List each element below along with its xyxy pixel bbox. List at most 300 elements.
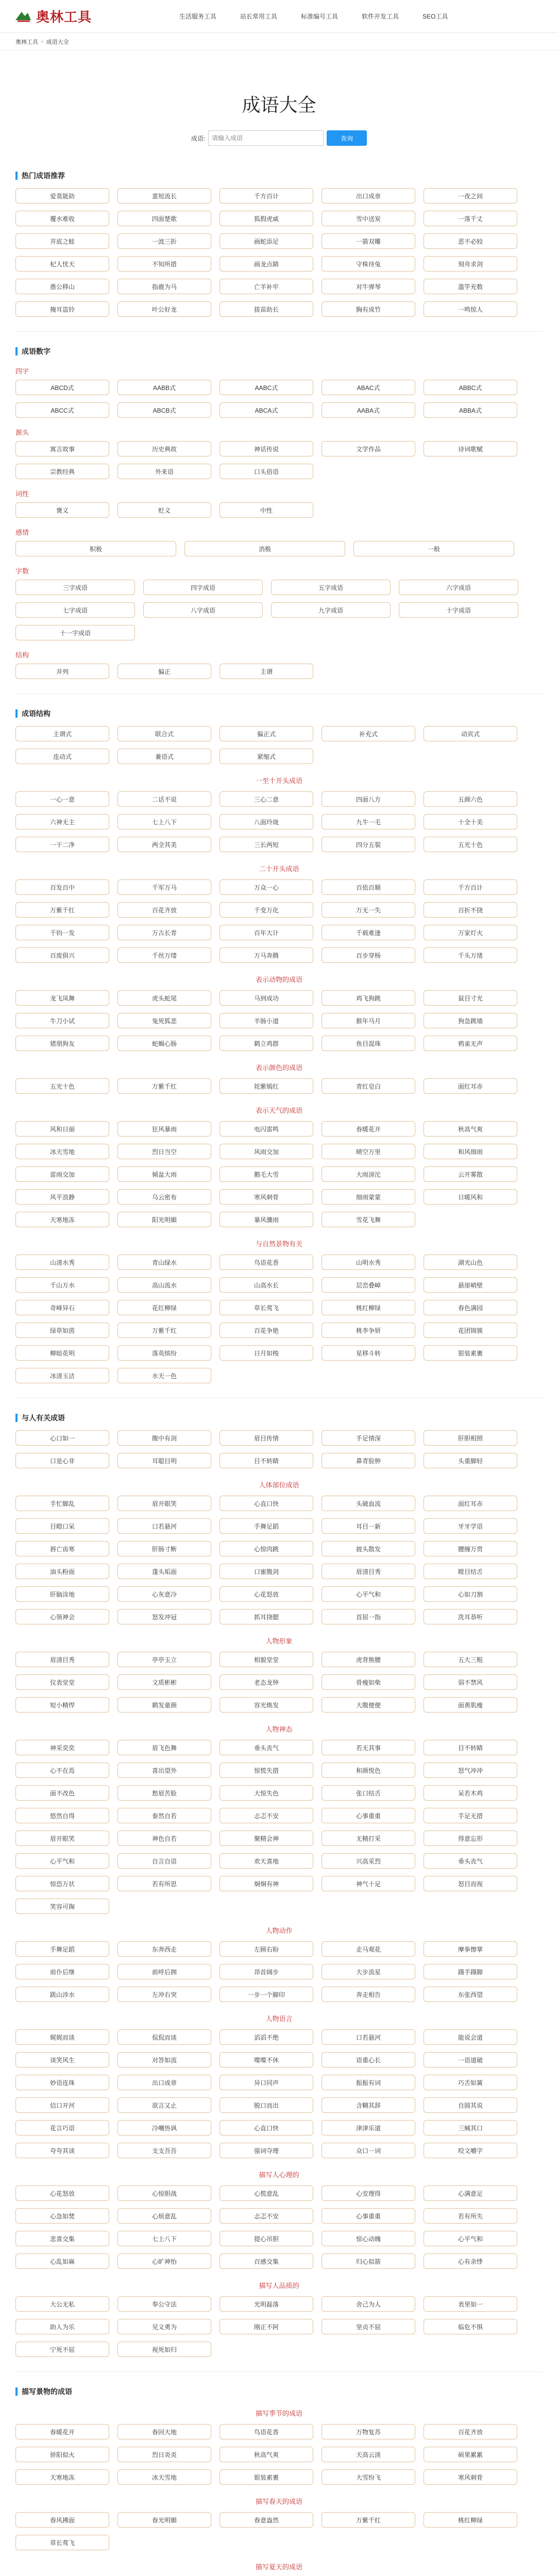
idiom-link[interactable]: 谈笑风生: [15, 2052, 109, 2067]
idiom-link[interactable]: 鸡飞狗跳: [322, 990, 415, 1006]
idiom-link[interactable]: 秋高气爽: [219, 2447, 313, 2462]
idiom-link[interactable]: 悠然自得: [15, 1808, 109, 1823]
idiom-link[interactable]: 大公无私: [15, 2296, 109, 2312]
idiom-link[interactable]: 面不改色: [15, 1785, 109, 1801]
idiom-link[interactable]: 面红耳赤: [424, 1496, 517, 1511]
idiom-link[interactable]: 兴高采烈: [322, 1853, 415, 1869]
idiom-link[interactable]: 前呼后拥: [117, 1964, 211, 1979]
idiom-link[interactable]: 寓言故事: [15, 441, 109, 456]
idiom-link[interactable]: 心安理得: [322, 2185, 415, 2201]
idiom-link[interactable]: 云开雾散: [424, 1166, 517, 1182]
idiom-link[interactable]: 猪朋狗友: [15, 1036, 109, 1051]
idiom-link[interactable]: 摩拳擦掌: [424, 1941, 517, 1957]
idiom-link[interactable]: 一步一个脚印: [219, 1987, 313, 2002]
idiom-link[interactable]: ABCD式: [15, 380, 109, 395]
idiom-link[interactable]: 鸟语花香: [219, 2424, 313, 2439]
idiom-link[interactable]: 见义勇为: [117, 2319, 211, 2334]
idiom-link[interactable]: 得意忘形: [424, 1831, 517, 1846]
idiom-link[interactable]: 眉目传情: [219, 1430, 313, 1446]
idiom-link[interactable]: 骄阳似火: [15, 2447, 109, 2462]
idiom-link[interactable]: 消极: [184, 541, 345, 556]
idiom-link[interactable]: 三字成语: [15, 580, 135, 595]
idiom-link[interactable]: 心满意足: [424, 2185, 517, 2201]
idiom-link[interactable]: 泰然自若: [117, 1808, 211, 1823]
idiom-link[interactable]: 脱口而出: [219, 2097, 313, 2113]
nav-webmaster-tools[interactable]: 站长常用工具: [240, 13, 278, 20]
idiom-link[interactable]: 神气十足: [322, 1876, 415, 1891]
idiom-link[interactable]: 万紫千红: [322, 2512, 415, 2528]
idiom-link[interactable]: 手足情深: [322, 1430, 415, 1446]
idiom-link[interactable]: 心有余悸: [424, 2253, 517, 2269]
idiom-link[interactable]: 柳暗花明: [15, 1345, 109, 1361]
idiom-link[interactable]: 晴空万里: [322, 1144, 415, 1159]
idiom-link[interactable]: 走马观花: [322, 1941, 415, 1957]
idiom-link[interactable]: 贬义: [117, 502, 211, 518]
idiom-link[interactable]: 若有所思: [117, 1876, 211, 1891]
idiom-link[interactable]: 姹紫嫣红: [219, 1078, 313, 1094]
idiom-link[interactable]: 百花争艳: [219, 1323, 313, 1338]
idiom-link[interactable]: 蛇蝎心肠: [117, 1036, 211, 1051]
idiom-link[interactable]: 覆水难收: [15, 211, 109, 226]
idiom-link[interactable]: 猴年马月: [322, 1013, 415, 1028]
idiom-link[interactable]: 手忙脚乱: [15, 1496, 109, 1511]
idiom-link[interactable]: 聚精会神: [219, 1831, 313, 1846]
idiom-link[interactable]: 花言巧语: [15, 2120, 109, 2136]
idiom-link[interactable]: 百花齐放: [117, 902, 211, 918]
idiom-link[interactable]: 眉开眼笑: [117, 1496, 211, 1511]
idiom-link[interactable]: 腰缠万贯: [424, 1541, 517, 1556]
idiom-link[interactable]: 水天一色: [117, 1368, 211, 1383]
idiom-link[interactable]: 桃红柳绿: [424, 2512, 517, 2528]
idiom-link[interactable]: 天寒地冻: [15, 2469, 109, 2485]
search-input[interactable]: [208, 130, 324, 146]
idiom-link[interactable]: 狐假虎威: [219, 211, 313, 226]
nav-standard-tools[interactable]: 标准编号工具: [301, 13, 339, 20]
idiom-link[interactable]: 百依百顺: [322, 879, 415, 895]
idiom-link[interactable]: 愁眉苦脸: [117, 1785, 211, 1801]
idiom-link[interactable]: 联合式: [117, 726, 211, 741]
idiom-link[interactable]: 一夜之间: [424, 188, 517, 204]
idiom-link[interactable]: 头破血流: [322, 1496, 415, 1511]
idiom-link[interactable]: 外来语: [117, 464, 211, 479]
idiom-link[interactable]: 主谓式: [15, 726, 109, 741]
idiom-link[interactable]: 视死如归: [117, 2342, 211, 2357]
idiom-link[interactable]: 悬崖峭壁: [424, 1277, 517, 1293]
idiom-link[interactable]: 画龙点睛: [219, 256, 313, 272]
idiom-link[interactable]: 日月如梭: [219, 1345, 313, 1361]
idiom-link[interactable]: 六字成语: [399, 580, 518, 595]
idiom-link[interactable]: 一落千丈: [424, 211, 517, 226]
idiom-link[interactable]: 心领神会: [15, 1609, 109, 1624]
idiom-link[interactable]: 和风细雨: [424, 1144, 517, 1159]
idiom-link[interactable]: 连动式: [15, 749, 109, 764]
idiom-link[interactable]: 五光十色: [424, 837, 517, 852]
idiom-link[interactable]: 神色自若: [117, 1831, 211, 1846]
idiom-link[interactable]: 临危不惧: [424, 2319, 517, 2334]
idiom-link[interactable]: 万古长青: [117, 925, 211, 940]
idiom-link[interactable]: 心直口快: [219, 2120, 313, 2136]
idiom-link[interactable]: 春暖花开: [15, 2424, 109, 2439]
idiom-link[interactable]: 冰天雪地: [15, 1144, 109, 1159]
idiom-link[interactable]: 青红皂白: [322, 1078, 415, 1094]
idiom-link[interactable]: 风平浪静: [15, 1189, 109, 1205]
idiom-link[interactable]: 电闪雷鸣: [219, 1121, 313, 1137]
idiom-link[interactable]: 侃侃而谈: [117, 2029, 211, 2045]
idiom-link[interactable]: 若无其事: [322, 1740, 415, 1755]
idiom-link[interactable]: 文学作品: [322, 441, 415, 456]
idiom-link[interactable]: 心惊胆战: [117, 2185, 211, 2201]
idiom-link[interactable]: 心平气和: [424, 2231, 517, 2246]
idiom-link[interactable]: 五字成语: [271, 580, 391, 595]
idiom-link[interactable]: 唇亡齿寒: [15, 1541, 109, 1556]
idiom-link[interactable]: 腹中有剑: [117, 1430, 211, 1446]
idiom-link[interactable]: 惊心动魄: [322, 2231, 415, 2246]
idiom-link[interactable]: 日暖风和: [424, 1189, 517, 1205]
idiom-link[interactable]: 四分五裂: [322, 837, 415, 852]
idiom-link[interactable]: 雷雨交加: [15, 1166, 109, 1182]
idiom-link[interactable]: 口头俗语: [219, 464, 313, 479]
idiom-link[interactable]: 心乱如麻: [15, 2253, 109, 2269]
idiom-link[interactable]: 三缄其口: [424, 2120, 517, 2136]
idiom-link[interactable]: 振振有词: [322, 2075, 415, 2090]
idiom-link[interactable]: 心平气和: [15, 1853, 109, 1869]
idiom-link[interactable]: 刚正不阿: [219, 2319, 313, 2334]
idiom-link[interactable]: 一波三折: [117, 233, 211, 249]
idiom-link[interactable]: 呆若木鸡: [424, 1785, 517, 1801]
idiom-link[interactable]: 语重心长: [322, 2052, 415, 2067]
idiom-link[interactable]: 鸦雀无声: [424, 1036, 517, 1051]
idiom-link[interactable]: 两全其美: [117, 837, 211, 852]
idiom-link[interactable]: 众口一词: [322, 2143, 415, 2158]
idiom-link[interactable]: 宗教经典: [15, 464, 109, 479]
idiom-link[interactable]: 异口同声: [219, 2075, 313, 2090]
idiom-link[interactable]: 目瞪口呆: [15, 1518, 109, 1534]
idiom-link[interactable]: 百花齐放: [424, 2424, 517, 2439]
idiom-link[interactable]: 心口如一: [15, 1430, 109, 1446]
idiom-link[interactable]: 悲喜交集: [15, 2231, 109, 2246]
idiom-link[interactable]: 天寒地冻: [15, 1212, 109, 1227]
idiom-link[interactable]: 烈日炎炎: [117, 2447, 211, 2462]
idiom-link[interactable]: 含糊其辞: [322, 2097, 415, 2113]
idiom-link[interactable]: 心烦意乱: [117, 2208, 211, 2224]
idiom-link[interactable]: 十全十美: [424, 814, 517, 829]
idiom-link[interactable]: 虎背熊腰: [322, 1652, 415, 1667]
idiom-link[interactable]: 眉清目秀: [15, 1652, 109, 1667]
idiom-link[interactable]: 眉飞色舞: [117, 1740, 211, 1755]
idiom-link[interactable]: 马到成功: [219, 990, 313, 1006]
idiom-link[interactable]: 千方百计: [219, 188, 313, 204]
idiom-link[interactable]: 四字成语: [143, 580, 263, 595]
idiom-link[interactable]: 千头万绪: [424, 947, 517, 963]
idiom-link[interactable]: 万紫千红: [15, 902, 109, 918]
idiom-link[interactable]: 万马奔腾: [219, 947, 313, 963]
idiom-link[interactable]: 短小精悍: [15, 1697, 109, 1713]
nav-life-tools[interactable]: 生活服务工具: [179, 13, 217, 20]
idiom-link[interactable]: 肝肠寸断: [117, 1541, 211, 1556]
idiom-link[interactable]: 偏正: [117, 664, 211, 679]
idiom-link[interactable]: 助人为乐: [15, 2319, 109, 2334]
idiom-link[interactable]: 东张西望: [424, 1987, 517, 2002]
idiom-link[interactable]: 百步穿杨: [322, 947, 415, 963]
idiom-link[interactable]: 山明水秀: [322, 1255, 415, 1270]
idiom-link[interactable]: 阳光明媚: [117, 1212, 211, 1227]
idiom-link[interactable]: 狗急跳墙: [424, 1013, 517, 1028]
idiom-link[interactable]: 忐忑不安: [219, 1808, 313, 1823]
idiom-link[interactable]: 忐忑不安: [219, 2208, 313, 2224]
idiom-link[interactable]: 怒发冲冠: [117, 1609, 211, 1624]
idiom-link[interactable]: AABA式: [322, 402, 415, 418]
idiom-link[interactable]: 奔走相告: [322, 1987, 415, 2002]
idiom-link[interactable]: 神采奕奕: [15, 1740, 109, 1755]
idiom-link[interactable]: 面黄肌瘦: [424, 1697, 517, 1713]
idiom-link[interactable]: 积极: [15, 541, 176, 556]
idiom-link[interactable]: 咬文嚼字: [424, 2143, 517, 2158]
idiom-link[interactable]: 层峦叠嶂: [322, 1277, 415, 1293]
idiom-link[interactable]: 老态龙钟: [219, 1674, 313, 1690]
idiom-link[interactable]: 八面玲珑: [219, 814, 313, 829]
idiom-link[interactable]: 青山绿水: [117, 1255, 211, 1270]
idiom-link[interactable]: 怒气冲冲: [424, 1762, 517, 1778]
idiom-link[interactable]: 肝脑涂地: [15, 1586, 109, 1602]
idiom-link[interactable]: 心不在焉: [15, 1762, 109, 1778]
idiom-link[interactable]: 弱不禁风: [424, 1674, 517, 1690]
idiom-link[interactable]: 一语道破: [424, 2052, 517, 2067]
idiom-link[interactable]: 绿草如茵: [15, 1323, 109, 1338]
idiom-link[interactable]: 心花怒放: [219, 1586, 313, 1602]
idiom-link[interactable]: 一鸣惊人: [424, 301, 517, 317]
idiom-link[interactable]: 百折不挠: [424, 902, 517, 918]
idiom-link[interactable]: 春风拂面: [15, 2512, 109, 2528]
idiom-link[interactable]: 提心吊胆: [219, 2231, 313, 2246]
idiom-link[interactable]: 奇峰异石: [15, 1300, 109, 1315]
idiom-link[interactable]: 自言自语: [117, 1853, 211, 1869]
idiom-link[interactable]: 心慌意乱: [219, 2185, 313, 2201]
idiom-link[interactable]: 披头散发: [322, 1541, 415, 1556]
idiom-link[interactable]: 三心二意: [219, 791, 313, 807]
idiom-link[interactable]: 羊肠小道: [219, 1013, 313, 1028]
idiom-link[interactable]: 爱莫能助: [15, 188, 109, 204]
idiom-link[interactable]: 万家灯火: [424, 925, 517, 940]
idiom-link[interactable]: 耳目一新: [322, 1518, 415, 1534]
idiom-link[interactable]: 恶不必较: [424, 233, 517, 249]
idiom-link[interactable]: 肝胆相照: [424, 1430, 517, 1446]
idiom-link[interactable]: 花红柳绿: [117, 1300, 211, 1315]
idiom-link[interactable]: 强词夺理: [219, 2143, 313, 2158]
idiom-link[interactable]: 千丝万缕: [117, 947, 211, 963]
idiom-link[interactable]: 中性: [219, 502, 313, 518]
idiom-link[interactable]: 心直口快: [219, 1496, 313, 1511]
idiom-link[interactable]: 二话不说: [117, 791, 211, 807]
idiom-link[interactable]: 垂头丧气: [424, 1853, 517, 1869]
idiom-link[interactable]: AABC式: [219, 380, 313, 395]
idiom-link[interactable]: 眉开眼笑: [15, 1831, 109, 1846]
idiom-link[interactable]: 春色满园: [424, 1300, 517, 1315]
idiom-link[interactable]: 自圆其说: [424, 2097, 517, 2113]
idiom-link[interactable]: 滥竽充数: [424, 279, 517, 294]
idiom-link[interactable]: 百废俱兴: [15, 947, 109, 963]
idiom-link[interactable]: 笑容可掬: [15, 1899, 109, 1914]
idiom-link[interactable]: 光明磊落: [219, 2296, 313, 2312]
idiom-link[interactable]: 鱼目混珠: [322, 1036, 415, 1051]
idiom-link[interactable]: 守株待兔: [322, 256, 415, 272]
nav-dev-tools[interactable]: 软件开发工具: [362, 13, 399, 20]
idiom-link[interactable]: 狂风暴雨: [117, 1121, 211, 1137]
idiom-link[interactable]: 动宾式: [424, 726, 517, 741]
idiom-link[interactable]: 鹤发童颜: [117, 1697, 211, 1713]
breadcrumb-home[interactable]: 奥林工具: [15, 39, 38, 45]
idiom-link[interactable]: 大雪纷飞: [322, 2469, 415, 2485]
idiom-link[interactable]: 雪中送炭: [322, 211, 415, 226]
site-logo[interactable]: [14, 7, 179, 26]
idiom-link[interactable]: 五颜六色: [424, 791, 517, 807]
idiom-link[interactable]: 大雨滂沱: [322, 1166, 415, 1182]
idiom-link[interactable]: 心灰意冷: [117, 1586, 211, 1602]
idiom-link[interactable]: 画蛇添足: [219, 233, 313, 249]
idiom-link[interactable]: 牙牙学语: [424, 1518, 517, 1534]
idiom-link[interactable]: 冷嘲热讽: [117, 2120, 211, 2136]
idiom-link[interactable]: 万众一心: [219, 879, 313, 895]
idiom-link[interactable]: 冰清玉洁: [15, 1368, 109, 1383]
idiom-link[interactable]: 炯炯有神: [219, 1876, 313, 1891]
idiom-link[interactable]: 蹑手蹑脚: [424, 1964, 517, 1979]
idiom-link[interactable]: 眉清目秀: [322, 1564, 415, 1579]
idiom-link[interactable]: 出口成章: [322, 188, 415, 204]
idiom-link[interactable]: 万紫千红: [117, 1323, 211, 1338]
idiom-link[interactable]: 垂头丧气: [219, 1740, 313, 1755]
idiom-link[interactable]: 七字成语: [15, 602, 135, 618]
idiom-link[interactable]: 对答如流: [117, 2052, 211, 2067]
idiom-link[interactable]: 春暖花开: [322, 1121, 415, 1137]
idiom-link[interactable]: 风雨交加: [219, 1144, 313, 1159]
idiom-link[interactable]: 十字成语: [399, 602, 518, 618]
idiom-link[interactable]: 前仆后继: [15, 1964, 109, 1979]
idiom-link[interactable]: 七上八下: [117, 2231, 211, 2246]
idiom-link[interactable]: 妙语连珠: [15, 2075, 109, 2090]
idiom-link[interactable]: 舍己为人: [322, 2296, 415, 2312]
idiom-link[interactable]: 鸟语花香: [219, 1255, 313, 1270]
idiom-link[interactable]: 万无一失: [322, 902, 415, 918]
idiom-link[interactable]: 兼语式: [117, 749, 211, 764]
idiom-link[interactable]: 杞人忧天: [15, 256, 109, 272]
idiom-link[interactable]: 褒义: [15, 502, 109, 518]
idiom-link[interactable]: 龙飞凤舞: [15, 990, 109, 1006]
idiom-link[interactable]: 归心似箭: [322, 2253, 415, 2269]
idiom-link[interactable]: 大惊失色: [219, 1785, 313, 1801]
idiom-link[interactable]: 牛刀小试: [15, 1013, 109, 1028]
idiom-link[interactable]: 指鹿为马: [117, 279, 211, 294]
idiom-link[interactable]: 冰天雪地: [117, 2469, 211, 2485]
idiom-link[interactable]: ABBA式: [424, 402, 517, 418]
idiom-link[interactable]: 心事重重: [322, 2208, 415, 2224]
idiom-link[interactable]: AABB式: [117, 380, 211, 395]
idiom-link[interactable]: 坚贞不屈: [322, 2319, 415, 2334]
idiom-link[interactable]: 百年大计: [219, 925, 313, 940]
idiom-link[interactable]: 一箭双雕: [322, 233, 415, 249]
idiom-link[interactable]: 寒风刺骨: [219, 1189, 313, 1205]
idiom-link[interactable]: 娓娓而谈: [15, 2029, 109, 2045]
idiom-link[interactable]: 神话传说: [219, 441, 313, 456]
idiom-link[interactable]: 亡羊补牢: [219, 279, 313, 294]
idiom-link[interactable]: 春光明媚: [117, 2512, 211, 2528]
idiom-link[interactable]: 主谓: [219, 664, 313, 679]
idiom-link[interactable]: ABCA式: [219, 402, 313, 418]
idiom-link[interactable]: 夸夸其谈: [15, 2143, 109, 2158]
idiom-link[interactable]: 烈日当空: [117, 1144, 211, 1159]
idiom-link[interactable]: 四面八方: [322, 791, 415, 807]
idiom-link[interactable]: 鹤立鸡群: [219, 1036, 313, 1051]
idiom-link[interactable]: 雪花飞舞: [322, 1212, 415, 1227]
idiom-link[interactable]: 高山流水: [117, 1277, 211, 1293]
idiom-link[interactable]: 掩耳盗铃: [15, 301, 109, 317]
idiom-link[interactable]: 湖光山色: [424, 1255, 517, 1270]
idiom-link[interactable]: 千载难逢: [322, 925, 415, 940]
idiom-link[interactable]: 一般: [353, 541, 514, 556]
idiom-link[interactable]: 口若悬河: [117, 1518, 211, 1534]
idiom-link[interactable]: 仪表堂堂: [15, 1674, 109, 1690]
idiom-link[interactable]: 手舞足蹈: [219, 1518, 313, 1534]
idiom-link[interactable]: 头重脚轻: [424, 1453, 517, 1468]
idiom-link[interactable]: 心事重重: [322, 1808, 415, 1823]
idiom-link[interactable]: 表里如一: [424, 2296, 517, 2312]
idiom-link[interactable]: 文质彬彬: [117, 1674, 211, 1690]
idiom-link[interactable]: 四面楚歌: [117, 211, 211, 226]
idiom-link[interactable]: 奉公守法: [117, 2296, 211, 2312]
idiom-link[interactable]: 千方百计: [424, 879, 517, 895]
idiom-link[interactable]: 出口成章: [117, 2075, 211, 2090]
search-button[interactable]: 查询: [327, 130, 367, 146]
idiom-link[interactable]: 鹅毛大雪: [219, 1166, 313, 1182]
idiom-link[interactable]: 欢天喜地: [219, 1853, 313, 1869]
idiom-link[interactable]: 紧缩式: [219, 749, 313, 764]
idiom-link[interactable]: 鼠目寸光: [424, 990, 517, 1006]
idiom-link[interactable]: 喜出望外: [117, 1762, 211, 1778]
idiom-link[interactable]: 洗耳恭听: [424, 1609, 517, 1624]
idiom-link[interactable]: 目不转睛: [219, 1453, 313, 1468]
idiom-link[interactable]: 惊恐万状: [15, 1876, 109, 1891]
idiom-link[interactable]: 左顾右盼: [219, 1941, 313, 1957]
idiom-link[interactable]: 一干二净: [15, 837, 109, 852]
idiom-link[interactable]: 瞠目结舌: [424, 1564, 517, 1579]
idiom-link[interactable]: 首屈一指: [322, 1609, 415, 1624]
idiom-link[interactable]: 天高云淡: [322, 2447, 415, 2462]
idiom-link[interactable]: ABAC式: [322, 380, 415, 395]
idiom-link[interactable]: 支支吾吾: [117, 2143, 211, 2158]
idiom-link[interactable]: 千钧一发: [15, 925, 109, 940]
idiom-link[interactable]: 五光十色: [15, 1078, 109, 1094]
idiom-link[interactable]: 巧舌如簧: [424, 2075, 517, 2090]
idiom-link[interactable]: 六神无主: [15, 814, 109, 829]
idiom-link[interactable]: 拔苗助长: [219, 301, 313, 317]
idiom-link[interactable]: 补充式: [322, 726, 415, 741]
idiom-link[interactable]: 虎头蛇尾: [117, 990, 211, 1006]
idiom-link[interactable]: 东奔西走: [117, 1941, 211, 1957]
idiom-link[interactable]: 并列: [15, 664, 109, 679]
nav-seo-tools[interactable]: SEO工具: [422, 13, 448, 20]
idiom-link[interactable]: 对牛弹琴: [322, 279, 415, 294]
idiom-link[interactable]: 油头粉面: [15, 1564, 109, 1579]
idiom-link[interactable]: 能说会道: [424, 2029, 517, 2045]
idiom-link[interactable]: 津津乐道: [322, 2120, 415, 2136]
idiom-link[interactable]: 银装素裹: [424, 1345, 517, 1361]
idiom-link[interactable]: 三长两短: [219, 837, 313, 852]
idiom-link[interactable]: 九字成语: [271, 602, 391, 618]
idiom-link[interactable]: 春意盎然: [219, 2512, 313, 2528]
idiom-link[interactable]: 口蜜腹剑: [219, 1564, 313, 1579]
idiom-link[interactable]: 信口开河: [15, 2097, 109, 2113]
idiom-link[interactable]: 和颜悦色: [322, 1762, 415, 1778]
idiom-link[interactable]: 十一字成语: [15, 625, 135, 640]
idiom-link[interactable]: 若有所失: [424, 2208, 517, 2224]
